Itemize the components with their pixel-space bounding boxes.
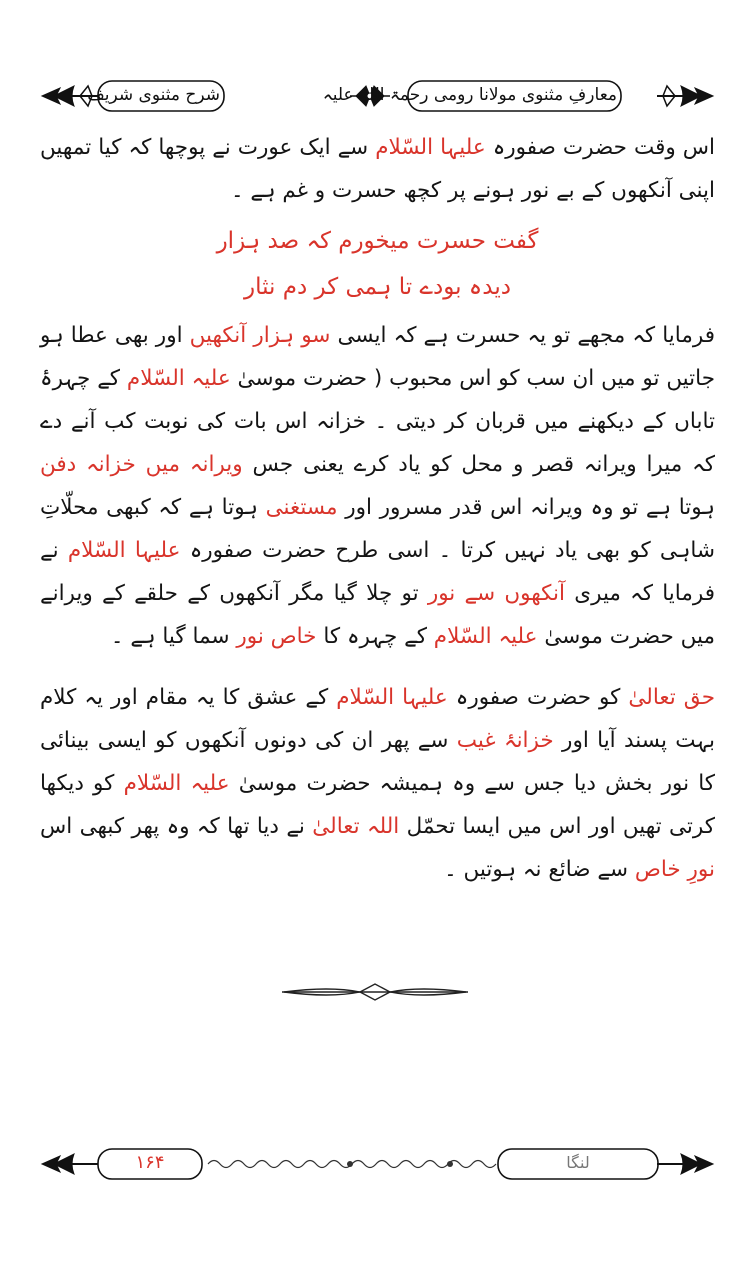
section-end-ornament bbox=[280, 980, 470, 1004]
highlighted-term: خزانۂ غیب bbox=[456, 728, 554, 753]
text-run: سے ضائع نہ ہوتیں ۔ bbox=[444, 857, 635, 882]
text-run: کے چہرۂ تاباں کے دیکھنے میں قربان کر دیتی ۔ خزانہ اس بات کی نوبت کب آنے دے کہ میرا ویرانہ قصر و محل کو یاد کرے یعنی جس bbox=[40, 366, 715, 477]
text-run: ہوتا ہے کہ کبھی محلّاتِ شاہی کو بھی یاد نہیں کرتا ۔ اسی طرح حضرت صفورہ bbox=[40, 495, 715, 563]
text-run: نے دیا تھا کہ وہ پھر کبھی اس bbox=[40, 814, 313, 839]
text-run: فرمایا کہ مجھے تو یہ حسرت ہے کہ ایسی bbox=[330, 323, 715, 348]
text-run: نے فرمایا کہ میری bbox=[40, 538, 715, 606]
text-run: اس وقت حضرت صفورہ bbox=[485, 135, 715, 160]
verse-line-2: دیدہ بودے تا ہمی کر دم نثار bbox=[244, 274, 511, 300]
header-book-title: شرح مثنوی شریف bbox=[87, 85, 220, 105]
text-run: سما گیا ہے ۔ bbox=[110, 624, 237, 649]
text-run: ہوتا ہے تو وہ ویرانہ اس قدر مسرور اور bbox=[337, 495, 715, 520]
text-run: کو حضرت صفورہ bbox=[447, 685, 629, 710]
highlighted-term: علیہا السّلام bbox=[67, 538, 181, 563]
highlighted-term: ویرانہ میں خزانہ دفن bbox=[40, 452, 243, 477]
highlighted-term: سو ہزار آنکھیں bbox=[189, 323, 331, 348]
running-header bbox=[40, 74, 715, 118]
verse-line-1: گفت حسرت میخورم کہ صد ہزار bbox=[216, 228, 539, 254]
highlighted-term: اللہ تعالیٰ bbox=[312, 814, 400, 839]
text-run: تو چلا گیا مگر آنکھوں کے حلقے کے ویرانے میں حضرت موسیٰ bbox=[40, 581, 715, 649]
main-text bbox=[40, 126, 715, 891]
highlighted-term: علیہ السّلام bbox=[123, 771, 230, 796]
highlighted-term: علیہ السّلام bbox=[126, 366, 231, 391]
page-footer bbox=[40, 1142, 715, 1186]
footer-label: لنگا bbox=[566, 1153, 590, 1172]
highlighted-term: خاص نور bbox=[236, 624, 317, 649]
highlighted-term: نورِ خاص bbox=[634, 857, 715, 882]
text-run: اور بھی عطا ہو جاتیں تو میں ان سب کو اس محبوب ( حضرت موسیٰ bbox=[40, 323, 715, 391]
text-run: سے پھر ان کی دونوں آنکھوں کو ایسی بینائی کا نور بخش دیا جس سے وہ ہمیشہ حضرت موسیٰ bbox=[40, 728, 716, 796]
text-run: سے ایک عورت نے پوچھا کہ کیا تمھیں اپنی آنکھوں کے بے نور ہونے پر کچھ حسرت و غم ہے ۔ bbox=[40, 135, 715, 203]
highlighted-term: حق تعالیٰ bbox=[628, 685, 716, 710]
highlighted-term: مستغنی bbox=[265, 495, 338, 520]
text-run: کے عشق کا یہ مقام اور یہ کلام بہت پسند آیا اور bbox=[40, 685, 716, 753]
persian-verse bbox=[40, 218, 715, 310]
paragraph-3 bbox=[40, 676, 715, 891]
highlighted-term: علیہا السّلام bbox=[336, 685, 448, 710]
highlighted-term: آنکھوں سے نور bbox=[427, 581, 566, 606]
header-section-title: معارفِ مثنوی مولانا رومی رحمۃ اللہ علیہ bbox=[322, 85, 617, 105]
highlighted-term: علیہ السّلام bbox=[433, 624, 538, 649]
page-number: ۱۶۴ bbox=[135, 1152, 165, 1173]
text-run: کے چہرہ کا bbox=[316, 624, 434, 649]
paragraph-1 bbox=[40, 126, 715, 212]
paragraph-2 bbox=[40, 314, 715, 658]
text-run: کو دیکھا کرتی تھیں اور اس میں ایسا تحمّل bbox=[40, 771, 716, 839]
highlighted-term: علیہا السّلام bbox=[375, 135, 486, 160]
